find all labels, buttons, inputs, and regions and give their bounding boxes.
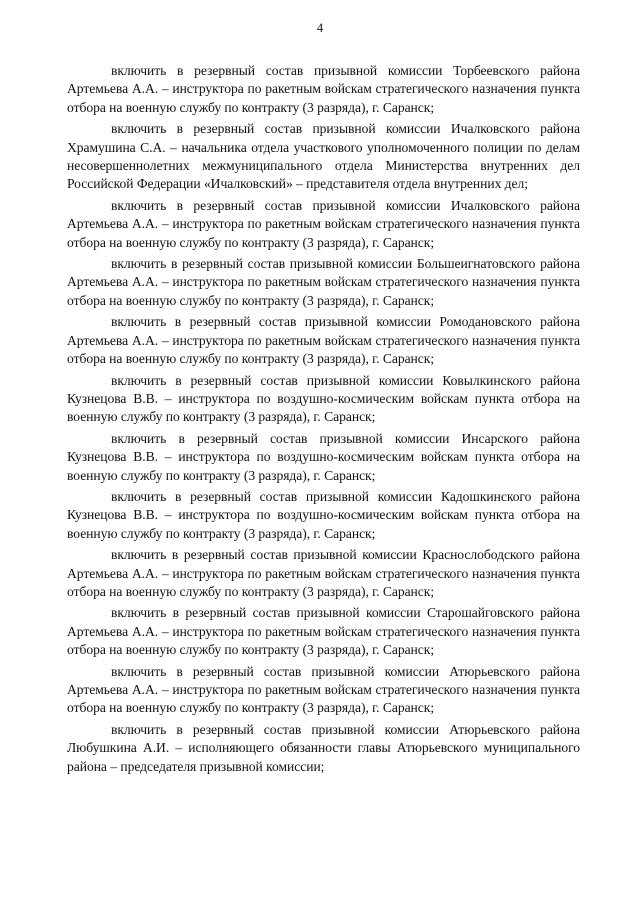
paragraph-romodanovsky: включить в резервный состав призывной комиссии Ромодановского района Артемьева А.А. – инструктора по ракетным войскам стратегического назначения пункта отбора на военную службу по контракту (3 разряда), г. Саранск; [67,314,580,367]
paragraph-staroshaigovsky: включить в резервный состав призывной комиссии Старошайговского района Артемьева А.А. – инструктора по ракетным войскам стратегического назначения пункта отбора на военную службу по контракту (3 разряда), г. Саранск; [67,605,580,658]
paragraph-kovylkinsky: включить в резервный состав призывной комиссии Ковылкинского района Кузнецова В.В. – инструктора по воздушно-космическим войскам пункта отбора на военную службу по контракту (3 разряда), г. Саранск; [67,372,580,425]
paragraph-ichalkovsky-police: включить в резервный состав призывной комиссии Ичалковского района Храмушина С.А. – начальника отдела участкового уполномоченного полиции по делам несовершеннолетних межмуниципального отдела Министерства внутренних дел Российской Федерации «Ичалковский» – представителя отдела внутренних дел; [67,121,580,192]
paragraph-krasnoslobodsky: включить в резервный состав призывной комиссии Краснослободского района Артемьева А.А. – инструктора по ракетным войскам стратегического назначения пункта отбора на военную службу по контракту (3 разряда), г. Саранск; [67,547,580,599]
paragraph-kadoshkinsky: включить в резервный состав призывной комиссии Кадошкинского района Кузнецова В.В. – инструктора по воздушно-космическим войскам пункта отбора на военную службу по контракту (3 разряда), г. Саранск; [67,488,580,541]
paragraph-bolsheignatovsky: включить в резервный состав призывной комиссии Большеигнатовского района Артемьева А.А. – инструктора по ракетным войскам стратегического назначения пункта отбора на военную службу по контракту (3 разряда), г. Саранск; [67,256,580,308]
paragraph-torbeevsky: включить в резервный состав призывной комиссии Торбеевского района Артемьева А.А. – инструктора по ракетным войскам стратегического назначения пункта отбора на военную службу по контракту (3 разряда), г. Саранск; [67,63,580,115]
paragraph-insarsky: включить в резервный состав призывной комиссии Инсарского района Кузнецова В.В. – инструктора по воздушно-космическим войскам пункта отбора на военную службу по контракту (3 разряда), г. Саранск; [67,430,580,483]
paragraph-atyurevsky-chairman: включить в резервный состав призывной комиссии Атюрьевского района Любушкина А.И. – исполняющего обязанности главы Атюрьевского муниципального района – председателя призывной комиссии; [67,721,580,774]
paragraph-atyurevsky: включить в резервный состав призывной комиссии Атюрьевского района Артемьева А.А. – инструктора по ракетным войскам стратегического назначения пункта отбора на военную службу по контракту (3 разряда), г. Саранск; [67,663,580,716]
paragraph-ichalkovsky: включить в резервный состав призывной комиссии Ичалковского района Артемьева А.А. – инструктора по ракетным войскам стратегического назначения пункта отбора на военную службу по контракту (3 разряда), г. Саранск; [67,197,580,250]
document-body [67,62,580,779]
page-number: 4 [316,21,324,35]
